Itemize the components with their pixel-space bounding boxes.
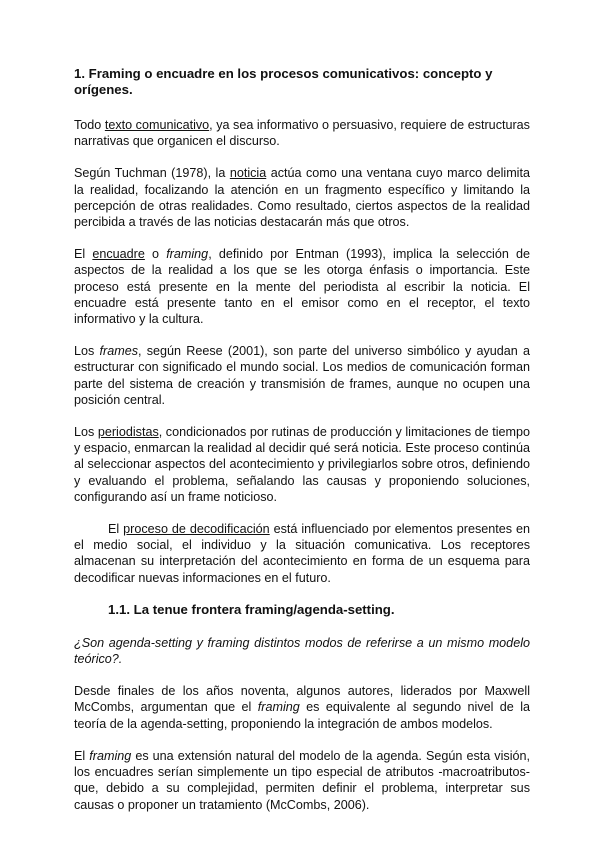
question-paragraph: ¿Son agenda-setting y framing distintos modos de referirse a un mismo modelo teórico?. xyxy=(74,635,530,667)
underlined-term: encuadre xyxy=(92,247,145,262)
text-run: Los xyxy=(74,425,98,440)
underlined-term: noticia xyxy=(229,166,267,181)
text-run: Desde finales de los años noventa, algunos autores, liderados por Maxwell McCombs, argumentan que el xyxy=(74,684,530,715)
text-run: Según Tuchman (1978), la xyxy=(74,166,230,181)
text-run: , ya sea informativo o persuasivo, requiere de estructuras narrativas que organicen el discurso. xyxy=(74,118,530,149)
paragraph-mccombs xyxy=(74,683,530,732)
text-run: El xyxy=(74,247,93,262)
paragraph-periodistas xyxy=(74,424,530,505)
text-run: es equivalente al segundo nivel de la teoría de la agenda-setting, proponiendo la integración de ambos modelos. xyxy=(74,700,530,731)
underlined-term: proceso de decodificación xyxy=(123,522,270,537)
paragraph-extension xyxy=(74,748,530,813)
text-run: Todo xyxy=(74,118,105,132)
text-run: El xyxy=(108,522,124,537)
text-run: , condicionados por rutinas de producción y limitaciones de tiempo y espacio, enmarcan la realidad al decidir qué será noticia. Este proceso continúa al seleccionar aspectos del acontecimiento y privilegiarlos sobre otros, definiendo y evaluando el problema, señalando las causas y proponiendo soluciones, configurando así un frame noticioso. xyxy=(74,425,530,504)
paragraph-decodificacion xyxy=(74,521,530,586)
underlined-term: periodistas xyxy=(97,425,159,440)
paragraph-texto-comunicativo xyxy=(74,117,530,149)
italic-term: framing xyxy=(89,748,132,763)
text-run: o xyxy=(144,247,167,262)
underlined-term: texto comunicativo xyxy=(104,118,210,132)
text-run: está influenciado por elementos presentes en el medio social, el individuo y la situación comunicativa. Los receptores almacenan su interpretación del acontecimiento en forma de un esquema para decodificar nuevas informaciones en el futuro. xyxy=(74,522,531,585)
subsection-heading: 1.1. La tenue frontera framing/agenda-setting. xyxy=(108,601,395,617)
paragraph-tuchman xyxy=(74,165,530,230)
paragraph-encuadre xyxy=(74,246,530,327)
text-run: El xyxy=(74,748,90,763)
text-run: , según Reese (2001), son parte del universo simbólico y ayudan a estructurar con significado el mundo social. Los medios de comunicación forman parte del sistema de creación y transmisión de frames, aunque no ocupen una posición central. xyxy=(74,344,530,407)
text-run: Los xyxy=(74,344,100,359)
section-heading: 1. Framing o encuadre en los procesos comunicativos: concepto y orígenes. xyxy=(74,66,493,97)
text-run: es una extensión natural del modelo de la agenda. Según esta visión, los encuadres serían simplemente un tipo especial de atributos -macroatributos- que, debido a su complejidad, permiten definir el problema, interpretar sus causas o proponer un tratamiento (McCombs, 2006). xyxy=(74,748,530,812)
text-run: , definido por Entman (1993), implica la selección de aspectos de la realidad a los que se les otorga énfasis o importancia. Este proceso está presente en la mente del periodista al escribir la noticia. El encuadre está presente tanto en el emisor como en el receptor, el texto informativo y la cultura. xyxy=(74,247,530,327)
italic-term: framing xyxy=(257,700,300,715)
italic-term: framing xyxy=(166,247,209,262)
italic-term: frames xyxy=(99,344,139,359)
paragraph-frames xyxy=(74,343,530,408)
text-run: actúa como una ventana cuyo marco delimita la realidad, focalizando la atención en un fragmento específico y limitando la percepción de otras realidades. Como resultado, ciertos aspectos de la realidad percibida a través de las noticias destacarán más que otros. xyxy=(74,166,530,230)
